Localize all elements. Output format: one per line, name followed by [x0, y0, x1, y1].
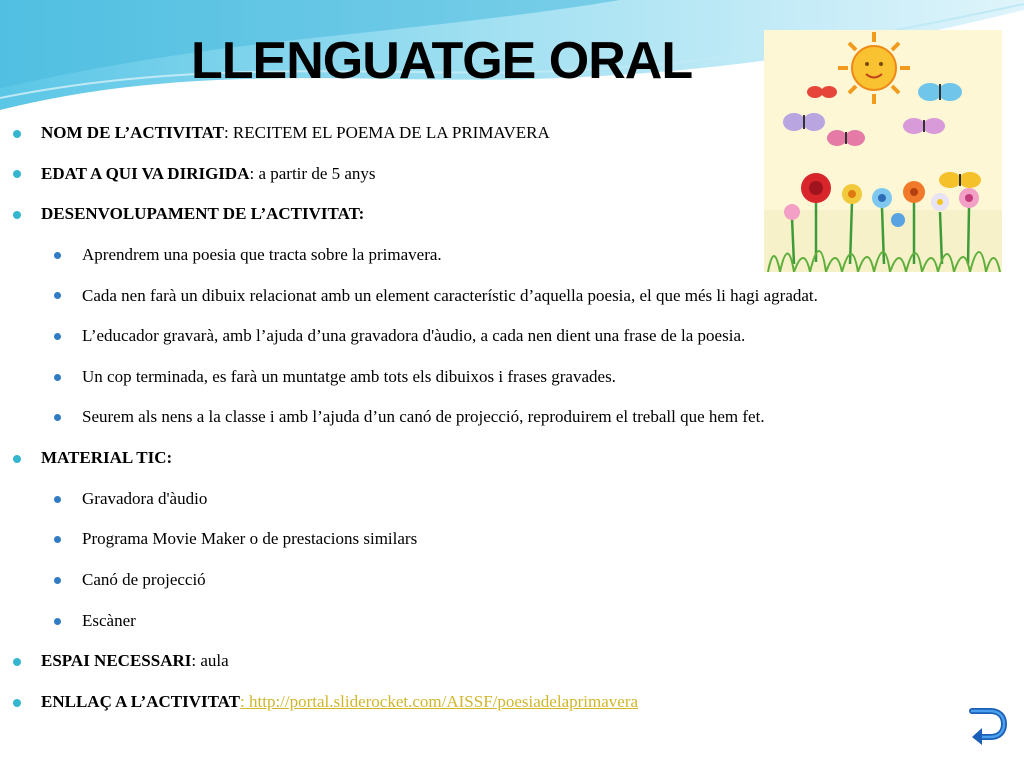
item-label: ENLLAÇ A L’ACTIVITAT [41, 692, 241, 711]
desenvolupament-item: Cada nen farà un dibuix relacionat amb un element característic d’aquella poesia, el que més li hagi agradat. [82, 286, 818, 305]
spring-drawing-image [764, 30, 1002, 272]
item-material-tic [41, 447, 172, 469]
sub-bullet [54, 252, 61, 259]
sub-bullet [54, 618, 61, 625]
sub-bullet [54, 333, 61, 340]
sub-bullet [54, 496, 61, 503]
desenvolupament-item: Un cop terminada, es farà un muntatge amb tots els dibuixos i frases gravades. [82, 367, 616, 386]
item-enllac [41, 691, 638, 713]
sub-bullet [54, 292, 61, 299]
sub-bullet [54, 577, 61, 584]
item-edat [41, 163, 376, 185]
bullet [13, 658, 21, 666]
material-item: Escàner [82, 611, 136, 630]
item-label: ESPAI NECESSARI [41, 651, 192, 670]
desenvolupament-item: Aprendrem una poesia que tracta sobre la primavera. [82, 245, 442, 264]
bullet [13, 211, 21, 219]
material-item: Canó de projecció [82, 570, 206, 589]
desenvolupament-item: Seurem als nens a la classe i amb l’ajuda d’un canó de projecció, reproduirem el treball que hem fet. [82, 407, 765, 426]
sub-bullet [54, 414, 61, 421]
item-nom-activitat [41, 122, 550, 144]
sub-bullet [54, 374, 61, 381]
bullet [13, 455, 21, 463]
material-item: Programa Movie Maker o de prestacions similars [82, 529, 418, 548]
material-item: Gravadora d'àudio [82, 489, 208, 508]
bullet [13, 130, 21, 138]
desenvolupament-item: L’educador gravarà, amb l’ajuda d’una gravadora d'àudio, a cada nen dient una frase de la poesia. [82, 326, 746, 345]
item-label: MATERIAL TIC: [41, 448, 173, 467]
sub-bullet [54, 536, 61, 543]
slide-title: LLENGUATGE ORAL [191, 32, 693, 90]
item-value: : RECITEM EL POEMA DE LA PRIMAVERA [223, 123, 550, 142]
item-label: EDAT A QUI VA DIRIGIDA [41, 164, 250, 183]
item-value: : a partir de 5 anys [249, 164, 376, 183]
item-label: DESENVOLUPAMENT DE L’ACTIVITAT: [41, 204, 365, 223]
bullet [13, 699, 21, 707]
activity-link[interactable]: : http://portal.sliderocket.com/AISSF/poesiadelaprimavera [240, 692, 639, 711]
return-arrow-icon[interactable] [966, 703, 1008, 745]
item-label: NOM DE L’ACTIVITAT [41, 123, 224, 142]
item-espai [41, 650, 229, 672]
item-desenvolupament [41, 203, 364, 225]
bullet [13, 170, 21, 178]
item-value: : aula [191, 651, 229, 670]
